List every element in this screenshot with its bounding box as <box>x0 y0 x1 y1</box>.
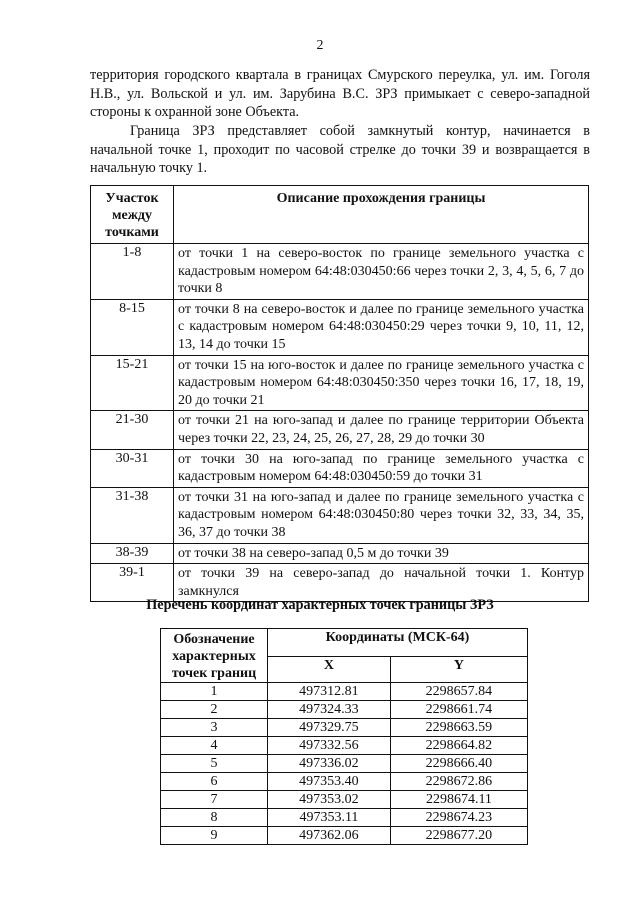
table-row <box>91 355 589 411</box>
description-cell: от точки 31 на юго-запад и далее по границе земельного участка с кадастровым номером 64:48:030450:80 через точки 32, 33, 34, 35, 36, 37 до точки 38 <box>174 487 589 543</box>
description-cell: от точки 1 на северо-восток по границе земельного участка с кадастровым номером 64:48:030450:66 через точки 2, 3, 4, 5, 6, 7 до точки 8 <box>174 244 589 300</box>
table-row <box>161 737 528 755</box>
table-row <box>161 773 528 791</box>
y-cell: 2298664.82 <box>390 737 527 755</box>
x-cell: 497329.75 <box>268 719 391 737</box>
point-cell: 8 <box>161 809 268 827</box>
point-cell: 3 <box>161 719 268 737</box>
description-cell: от точки 21 на юго-запад и далее по границе территории Объекта через точки 22, 23, 24, 25, 26, 27, 28, 29 до точки 30 <box>174 411 589 449</box>
point-cell: 7 <box>161 791 268 809</box>
y-cell: 2298674.11 <box>390 791 527 809</box>
table-row <box>161 791 528 809</box>
table-row <box>91 449 589 487</box>
segment-cell: 8-15 <box>91 299 174 355</box>
segment-cell: 30-31 <box>91 449 174 487</box>
description-cell: от точки 8 на северо-восток и далее по границе земельного участка с кадастровым номером 64:48:030450:29 через точки 9, 10, 11, 12, 13, 14 до точки 15 <box>174 299 589 355</box>
table-row <box>161 683 528 701</box>
boundary-paragraph: Граница ЗРЗ представляет собой замкнутый контур, начинается в начальной точке 1, проходит по часовой стрелке до точки 39 и возвращается в начальную точку 1. <box>90 123 590 176</box>
segment-cell: 15-21 <box>91 355 174 411</box>
description-header: Описание прохождения границы <box>174 186 589 244</box>
table-row <box>161 809 528 827</box>
table-row <box>91 411 589 449</box>
segment-cell: 38-39 <box>91 543 174 564</box>
segment-cell: 39-1 <box>91 564 174 602</box>
coordinates-title: Перечень координат характерных точек границы ЗРЗ <box>146 597 494 613</box>
table-row <box>91 244 589 300</box>
y-cell: 2298674.23 <box>390 809 527 827</box>
boundary-route-table <box>90 185 589 602</box>
description-cell: от точки 38 на северо-запад 0,5 м до точки 39 <box>174 543 589 564</box>
point-cell: 1 <box>161 683 268 701</box>
point-cell: 2 <box>161 701 268 719</box>
x-cell: 497353.40 <box>268 773 391 791</box>
page-number: 2 <box>316 38 324 53</box>
segment-cell: 1-8 <box>91 244 174 300</box>
point-cell: 5 <box>161 755 268 773</box>
y-cell: 2298672.86 <box>390 773 527 791</box>
intro-paragraph: территория городского квартала в границах Смурского переулка, ул. им. Гоголя Н.В., ул. Вольской и ул. им. Зарубина В.С. ЗРЗ примыкает с северо-западной стороны к охранной зоне Объекта. <box>90 67 590 120</box>
table-row <box>91 299 589 355</box>
x-cell: 497332.56 <box>268 737 391 755</box>
point-cell: 6 <box>161 773 268 791</box>
point-designation-header: Обозначение характерных точек границ <box>161 629 268 683</box>
table-row <box>161 755 528 773</box>
table-row <box>161 827 528 845</box>
segment-cell: 21-30 <box>91 411 174 449</box>
description-cell: от точки 39 на северо-запад до начальной точки 1. Контур замкнулся <box>174 564 589 602</box>
y-cell: 2298677.20 <box>390 827 527 845</box>
coordinates-header: Координаты (МСК-64) <box>268 629 528 657</box>
y-cell: 2298666.40 <box>390 755 527 773</box>
table-row <box>161 719 528 737</box>
table-row <box>161 701 528 719</box>
y-cell: 2298663.59 <box>390 719 527 737</box>
description-cell: от точки 30 на юго-запад по границе земельного участка с кадастровым номером 64:48:030450:59 до точки 31 <box>174 449 589 487</box>
x-cell: 497353.02 <box>268 791 391 809</box>
y-header: Y <box>390 656 527 682</box>
point-cell: 4 <box>161 737 268 755</box>
table-row <box>91 543 589 564</box>
x-cell: 497362.06 <box>268 827 391 845</box>
x-cell: 497324.33 <box>268 701 391 719</box>
route-table-header <box>91 186 589 244</box>
coords-header-row <box>161 629 528 657</box>
segment-cell: 31-38 <box>91 487 174 543</box>
x-cell: 497336.02 <box>268 755 391 773</box>
y-cell: 2298657.84 <box>390 683 527 701</box>
y-cell: 2298661.74 <box>390 701 527 719</box>
table-row <box>91 487 589 543</box>
x-header: X <box>268 656 391 682</box>
segment-header: Участок между точками <box>91 186 174 244</box>
point-cell: 9 <box>161 827 268 845</box>
description-cell: от точки 15 на юго-восток и далее по границе земельного участка с кадастровым номером 64:48:030450:350 через точки 16, 17, 18, 19, 20 до точки 21 <box>174 355 589 411</box>
x-cell: 497312.81 <box>268 683 391 701</box>
x-cell: 497353.11 <box>268 809 391 827</box>
coordinates-table <box>160 628 528 845</box>
